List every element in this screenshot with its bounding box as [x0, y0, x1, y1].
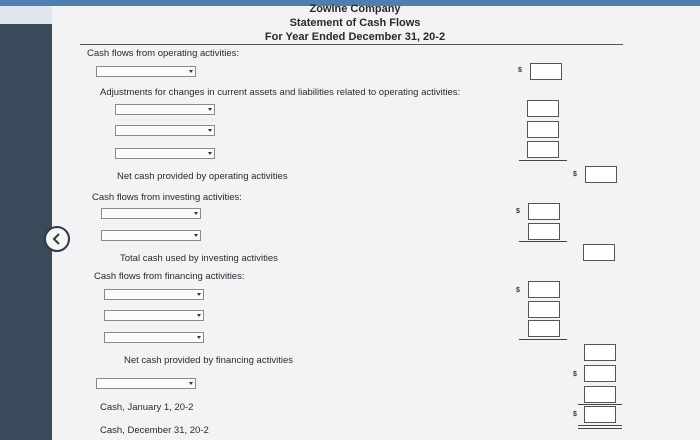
chevron-down-icon [194, 234, 198, 237]
cash-ending-label: Cash, December 31, 20-2 [100, 425, 209, 436]
adjustment-dropdown-2[interactable] [115, 125, 215, 136]
operating-amount-input-1[interactable] [530, 63, 562, 80]
cash-ending-amount-input[interactable] [584, 406, 616, 423]
investing-heading: Cash flows from investing activities: [92, 192, 242, 203]
total-investing-label: Total cash used by investing activities [120, 253, 278, 264]
adjustment-amount-input-1[interactable] [527, 100, 559, 117]
chevron-down-icon [197, 293, 201, 296]
double-rule-top [578, 425, 622, 426]
investing-amount-input-1[interactable] [528, 203, 560, 220]
financing-amount-input-1[interactable] [528, 281, 560, 298]
net-operating-label: Net cash provided by operating activities [117, 171, 288, 182]
dollar-sign: $ [516, 287, 520, 294]
subtotal-rule [578, 404, 622, 405]
adjustment-dropdown-1[interactable] [115, 104, 215, 115]
dollar-sign: $ [573, 411, 577, 418]
chevron-left-icon [51, 233, 63, 245]
financing-amount-input-3[interactable] [528, 320, 560, 337]
back-button[interactable] [44, 226, 70, 252]
dollar-sign: $ [573, 371, 577, 378]
chevron-down-icon [194, 212, 198, 215]
subtotal-rule [519, 241, 567, 242]
investing-dropdown-1[interactable] [101, 208, 201, 219]
adjustment-dropdown-3[interactable] [115, 148, 215, 159]
chevron-down-icon [197, 314, 201, 317]
header-rule [80, 44, 623, 45]
subtotal-rule [519, 339, 567, 340]
financing-dropdown-3[interactable] [104, 332, 204, 343]
net-operating-amount-input[interactable] [585, 166, 617, 183]
financing-dropdown-2[interactable] [104, 310, 204, 321]
dollar-sign: $ [518, 67, 522, 74]
adjustments-heading: Adjustments for changes in current assets and liabilities related to operating activities: [100, 87, 461, 98]
operating-heading: Cash flows from operating activities: [87, 48, 240, 59]
dollar-sign: $ [516, 208, 520, 215]
statement-title: Statement of Cash Flows [289, 17, 421, 29]
subtotal-rule [519, 160, 567, 161]
financing-heading: Cash flows from financing activities: [94, 271, 245, 282]
cash-beginning-amount-input[interactable] [584, 386, 616, 403]
net-change-amount-input[interactable] [584, 365, 616, 382]
chevron-down-icon [208, 108, 212, 111]
investing-dropdown-2[interactable] [101, 230, 201, 241]
net-financing-label: Net cash provided by financing activities [124, 355, 293, 366]
chevron-down-icon [197, 336, 201, 339]
chevron-down-icon [189, 382, 193, 385]
financing-dropdown-1[interactable] [104, 289, 204, 300]
side-panel-header [0, 6, 52, 24]
cash-beginning-label: Cash, January 1, 20-2 [100, 402, 194, 413]
chevron-down-icon [189, 70, 193, 73]
statement-period: For Year Ended December 31, 20-2 [264, 31, 446, 43]
net-financing-amount-input[interactable] [584, 344, 616, 361]
adjustment-amount-input-3[interactable] [527, 141, 559, 158]
side-panel [0, 6, 52, 440]
double-rule-bottom [578, 428, 622, 429]
investing-amount-input-2[interactable] [528, 223, 560, 240]
adjustment-amount-input-2[interactable] [527, 121, 559, 138]
chevron-down-icon [208, 129, 212, 132]
company-name: Zowine Company [309, 3, 401, 15]
dollar-sign: $ [573, 171, 577, 178]
total-investing-amount-input[interactable] [583, 244, 615, 261]
chevron-down-icon [208, 152, 212, 155]
net-change-dropdown[interactable] [96, 378, 196, 389]
financing-amount-input-2[interactable] [528, 301, 560, 318]
operating-dropdown-1[interactable] [96, 66, 196, 77]
